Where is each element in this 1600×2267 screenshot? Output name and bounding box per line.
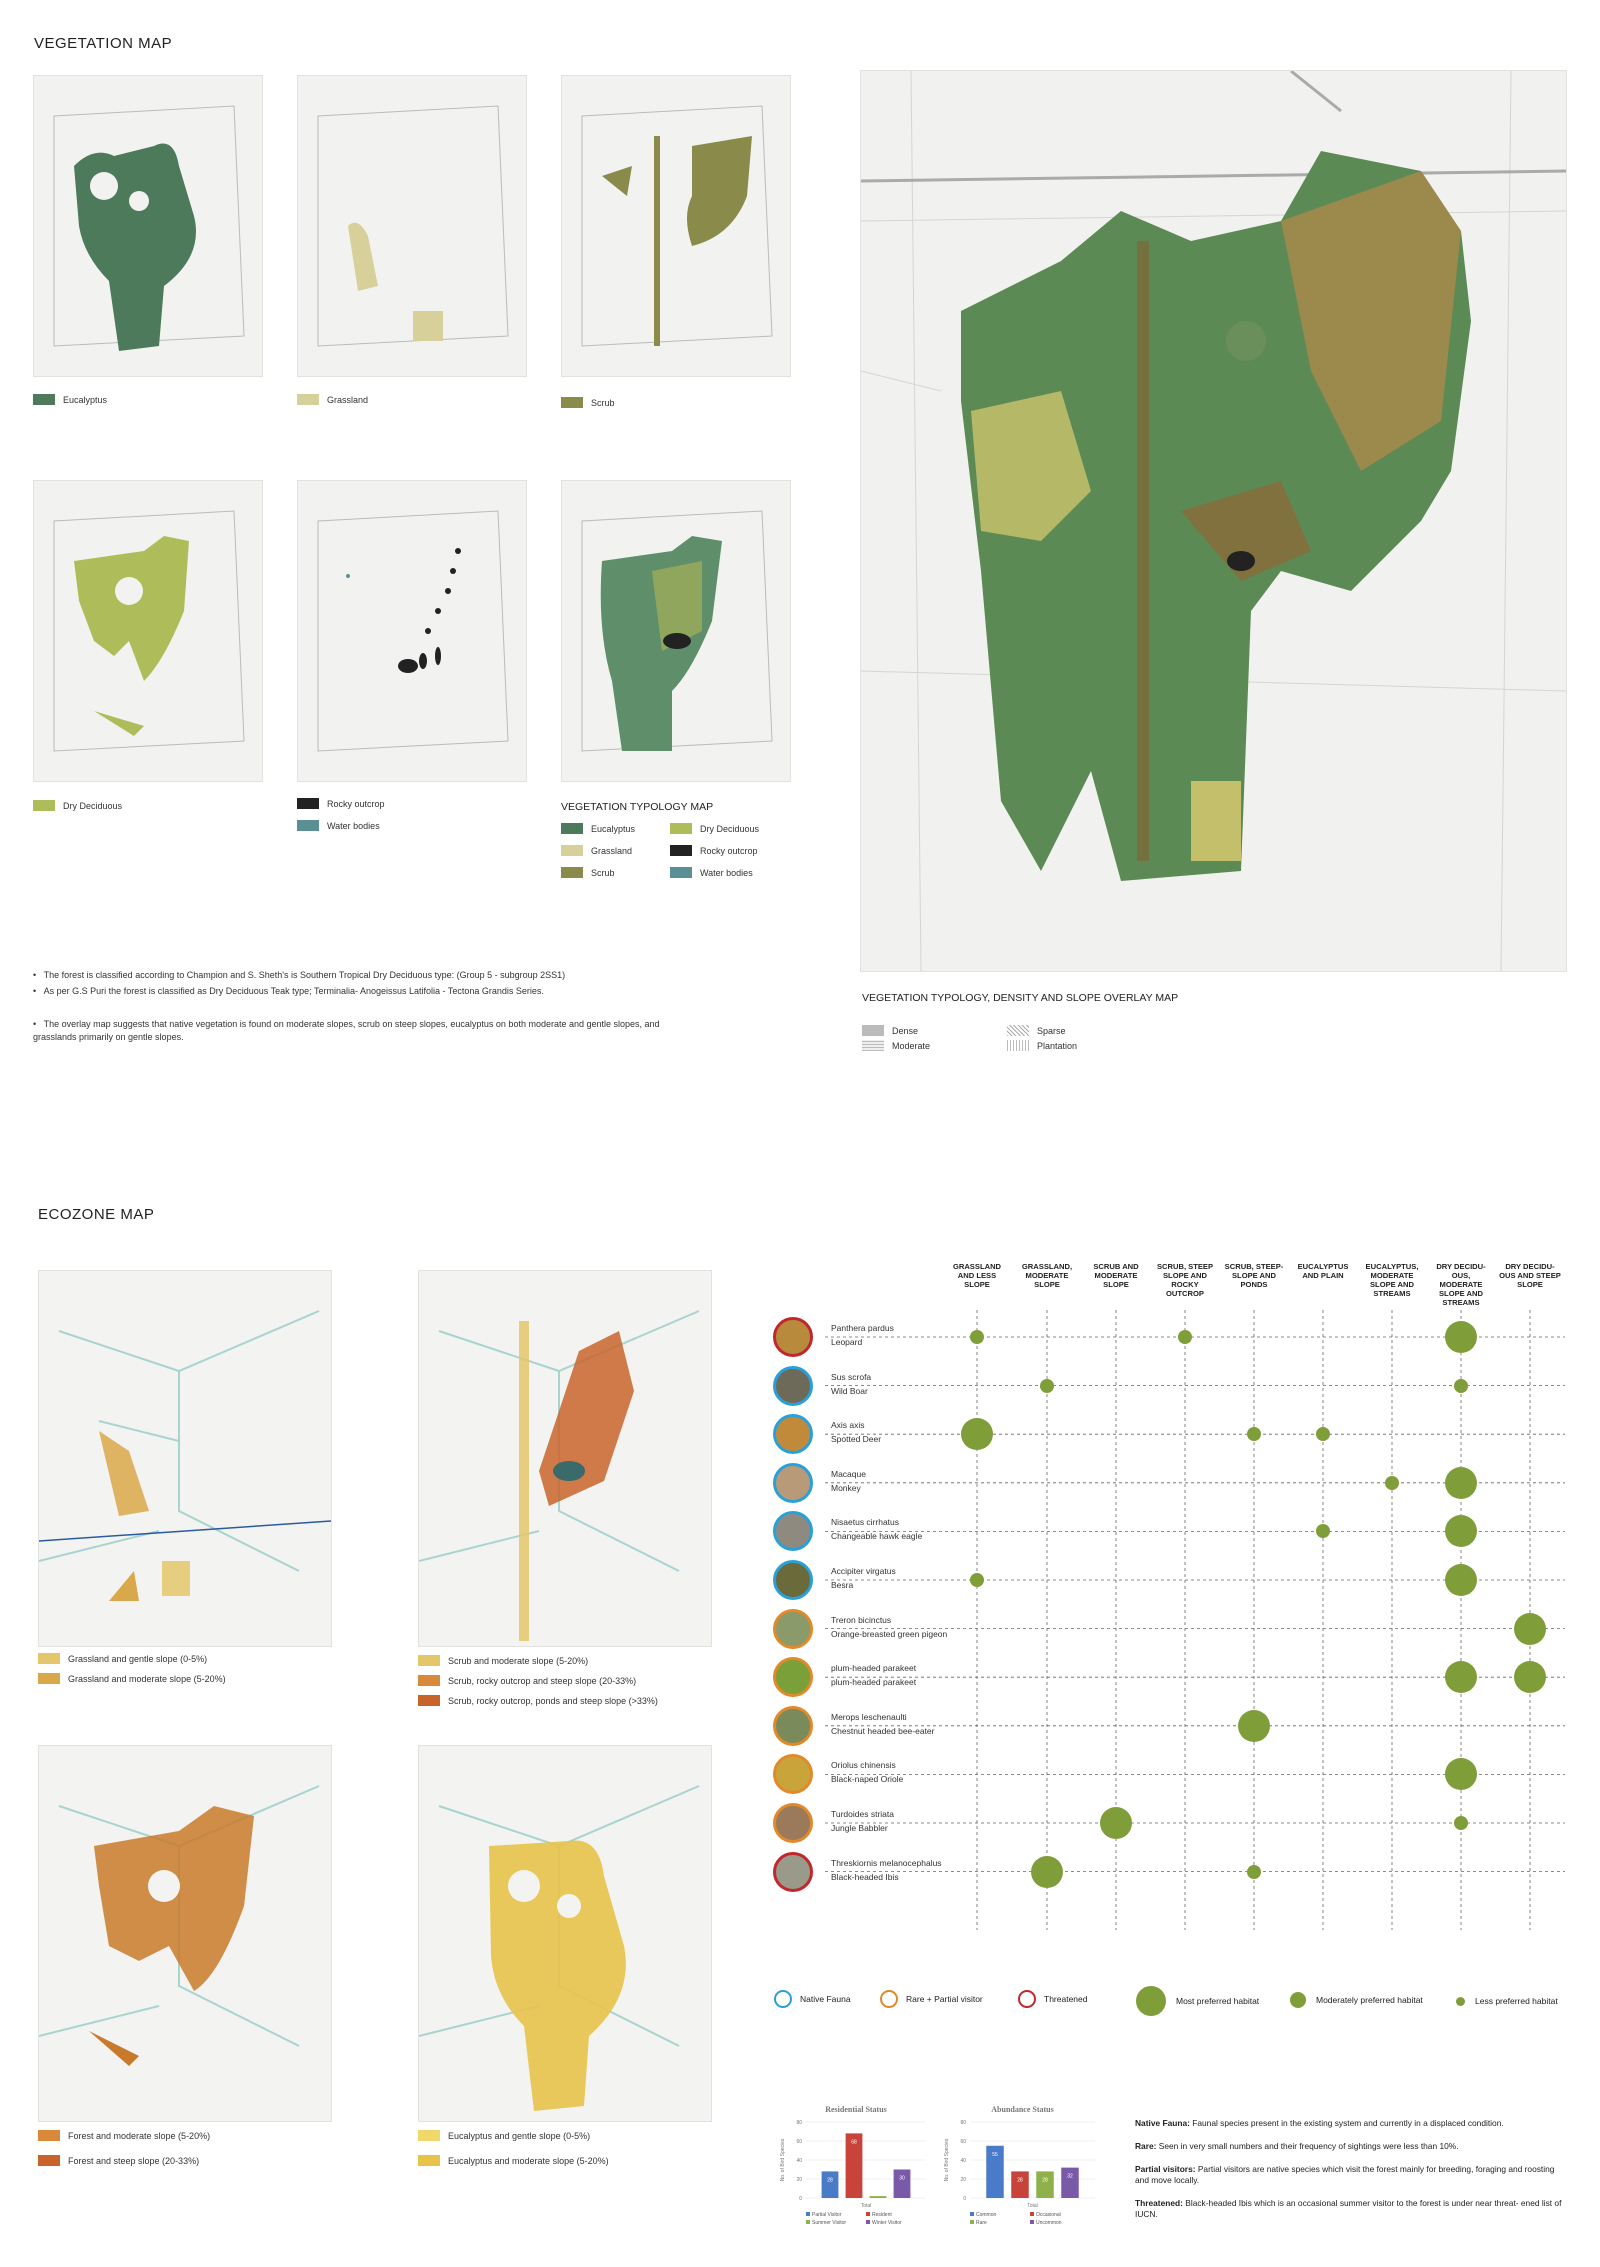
- matrix-column-header: SCRUB, STEEP SLOPE AND ROCKY OUTCROP: [1156, 1262, 1214, 1298]
- chart-tick-label: 40: [796, 2158, 802, 2164]
- ecozone-map-title: ECOZONE MAP: [38, 1206, 155, 1223]
- less-preferred-dot: [1040, 1379, 1054, 1393]
- chart-legend-label: Occasional: [1036, 2212, 1061, 2218]
- chart-legend-label: Resident: [872, 2212, 892, 2218]
- species-scientific-name: Panthera pardus: [831, 1323, 894, 1333]
- less-preferred-dot: [1385, 1476, 1399, 1490]
- chart-tick-label: 80: [796, 2120, 802, 2126]
- chart-data-label: 30: [899, 2175, 905, 2182]
- chart-legend-label: Common: [976, 2212, 997, 2218]
- veg-map-typology: [561, 480, 791, 782]
- legend-most: Most preferred habitat: [1136, 1986, 1259, 2016]
- species-common-name: Besra: [831, 1580, 854, 1590]
- less-preferred-dot: [1316, 1524, 1330, 1538]
- most-preferred-dot: [1031, 1856, 1063, 1888]
- species-name: [831, 1758, 903, 1786]
- most-preferred-dot: [1445, 1467, 1477, 1499]
- species-name: [831, 1418, 881, 1446]
- chart-title: Residential Status: [825, 2105, 887, 2114]
- chart-legend-swatch: [1030, 2212, 1034, 2216]
- species-scientific-name: Oriolus chinensis: [831, 1760, 896, 1771]
- less-preferred-dot: [1454, 1816, 1468, 1830]
- most-preferred-dot: [1514, 1613, 1546, 1645]
- species-avatar: [773, 1560, 813, 1600]
- chart-data-label: 55: [992, 2151, 998, 2158]
- chart-legend-label: Uncommon: [1036, 2220, 1062, 2226]
- density-moderate: Moderate: [862, 1040, 930, 1051]
- abundance-status-chart: [940, 2100, 1105, 2230]
- species-common-name: Black-headed Ibis: [831, 1871, 899, 1882]
- chart-legend-label: Winter Visitor: [872, 2220, 902, 2226]
- chart-bar: [822, 2171, 839, 2198]
- species-scientific-name: Sus scrofa: [831, 1371, 872, 1382]
- veg-map-dry-deciduous: [33, 480, 263, 782]
- matrix-column-header: DRY DECIDU- OUS AND STEEP SLOPE: [1499, 1262, 1561, 1289]
- chart-bar: [870, 2196, 887, 2198]
- eco-legend-scrub-rocky: Scrub, rocky outcrop and steep slope (20-33%): [418, 1675, 636, 1686]
- chart-ylabel: No. of Bird Species: [944, 2138, 950, 2182]
- species-common-name: Leopard: [831, 1337, 863, 1347]
- legend-water: Water bodies: [297, 820, 380, 831]
- chart-title: Abundance Status: [991, 2105, 1054, 2114]
- def-partial: Partial visitors: Partial visitors are native species which visit the forest mainly for breeding, foraging and roosting and move locally.: [1135, 2164, 1555, 2185]
- chart-ylabel: No. of Bird Species: [780, 2138, 786, 2182]
- matrix-column-header: EUCALYPTUS AND PLAIN: [1297, 1262, 1349, 1280]
- species-avatar: [773, 1317, 813, 1357]
- species-scientific-name: Axis axis: [831, 1420, 865, 1431]
- eco-legend-scrub-moderate: Scrub and moderate slope (5-20%): [418, 1655, 588, 1666]
- typology-eucalyptus: Eucalyptus: [561, 823, 635, 834]
- species-common-name: Chestnut headed bee-eater: [831, 1725, 935, 1736]
- chart-legend-swatch: [970, 2220, 974, 2224]
- note-1: • The forest is classified according to Champion and S. Sheth's is Southern Tropical Dry Deciduous type: (Group 5 - subgroup 2SS1): [33, 970, 566, 980]
- chart-tick-label: 60: [796, 2139, 802, 2145]
- chart-legend-swatch: [806, 2212, 810, 2216]
- eco-legend-euc-gentle: Eucalyptus and gentle slope (0-5%): [418, 2130, 590, 2141]
- matrix-column-header: GRASSLAND, MODERATE SLOPE: [1021, 1262, 1073, 1289]
- less-preferred-dot: [1316, 1427, 1330, 1441]
- species-avatar: [773, 1754, 813, 1794]
- chart-tick-label: 80: [960, 2120, 966, 2126]
- eco-map-grassland: [38, 1270, 332, 1647]
- species-avatar: [773, 1609, 813, 1649]
- legend-less: Less preferred habitat: [1456, 1996, 1558, 2006]
- chart-bar: [1061, 2168, 1079, 2198]
- species-common-name: Changeable hawk eagle: [831, 1531, 923, 1542]
- typology-water: Water bodies: [670, 867, 753, 878]
- legend-moderately: Moderately preferred habitat: [1290, 1992, 1423, 2008]
- chart-data-label: 32: [1067, 2173, 1073, 2180]
- chart-legend-label: Rare: [976, 2220, 987, 2226]
- eco-map-scrub: [418, 1270, 712, 1647]
- matrix-column-header: EUCALYPTUS, MODERATE SLOPE AND STREAMS: [1365, 1262, 1419, 1298]
- eco-legend-grass-gentle: Grassland and gentle slope (0-5%): [38, 1653, 207, 1664]
- eco-legend-forest-moderate: Forest and moderate slope (5-20%): [38, 2130, 210, 2141]
- legend-scrub: Scrub: [561, 397, 615, 408]
- species-scientific-name: plum-headed parakeet: [831, 1663, 917, 1674]
- chart-legend-swatch: [970, 2212, 974, 2216]
- most-preferred-dot: [1445, 1758, 1477, 1790]
- matrix-column-header: SCRUB, STEEP- SLOPE AND PONDS: [1224, 1262, 1284, 1289]
- most-preferred-dot: [1514, 1661, 1546, 1693]
- density-dense: Dense: [862, 1025, 918, 1036]
- species-avatar: [773, 1366, 813, 1406]
- chart-legend-label: Partial Visitor: [812, 2212, 842, 2218]
- veg-map-rocky-water: [297, 480, 527, 782]
- eco-legend-scrub-ponds: Scrub, rocky outcrop, ponds and steep slope (>33%): [418, 1695, 658, 1706]
- species-avatar: [773, 1706, 813, 1746]
- species-name: [831, 1710, 935, 1738]
- chart-tick-label: 40: [960, 2158, 966, 2164]
- chart-data-label: 28: [827, 2177, 833, 2184]
- less-preferred-dot: [970, 1573, 984, 1587]
- chart-tick-label: 0: [799, 2196, 802, 2202]
- legend-native: Native Fauna: [774, 1990, 851, 2008]
- eco-map-eucalyptus: [418, 1745, 712, 2122]
- note-3: • The overlay map suggests that native vegetation is found on moderate slopes, scrub on steep slopes, eucalyptus on both moderate and gentle slopes, and grasslands primarily on gentle slopes.: [33, 1019, 660, 1042]
- density-sparse: Sparse: [1007, 1025, 1066, 1036]
- def-threatened: Threatened: Black-headed Ibis which is an occasional summer visitor to the forest is under near threat- ened list of IUCN.: [1135, 2198, 1562, 2219]
- species-common-name: Jungle Babbler: [831, 1823, 888, 1833]
- species-avatar: [773, 1414, 813, 1454]
- species-common-name: Black-naped Oriole: [831, 1774, 904, 1785]
- species-name: [831, 1321, 894, 1349]
- overlay-map: [860, 70, 1567, 972]
- species-avatar: [773, 1511, 813, 1551]
- species-scientific-name: Merops leschenaulti: [831, 1711, 907, 1722]
- def-rare: Rare: Seen in very small numbers and their frequency of sightings were less than 10%.: [1135, 2141, 1459, 2151]
- typology-scrub: Scrub: [561, 867, 615, 878]
- legend-eucalyptus: Eucalyptus: [33, 394, 107, 405]
- less-preferred-dot: [1178, 1330, 1192, 1344]
- veg-map-scrub: [561, 75, 791, 377]
- definitions: [1135, 2118, 1565, 2220]
- chart-xlabel: Total: [860, 2203, 872, 2209]
- species-scientific-name: Treron bicinctus: [831, 1614, 892, 1625]
- species-common-name: plum-headed parakeet: [831, 1677, 917, 1688]
- chart-legend-label: Summer Visitor: [812, 2220, 847, 2226]
- species-name: [831, 1613, 947, 1641]
- chart-xlabel: Total: [1027, 2203, 1038, 2209]
- typology-grassland: Grassland: [561, 845, 632, 856]
- species-scientific-name: Turdoides striata: [831, 1809, 894, 1819]
- species-name: [831, 1564, 896, 1592]
- species-common-name: Orange-breasted green pigeon: [831, 1628, 948, 1639]
- species-name: [831, 1515, 922, 1543]
- legend-grassland: Grassland: [297, 394, 368, 405]
- species-avatar: [773, 1463, 813, 1503]
- species-scientific-name: Macaque: [831, 1468, 866, 1479]
- overlay-title: VEGETATION TYPOLOGY, DENSITY AND SLOPE OVERLAY MAP: [862, 992, 1179, 1004]
- typology-title: VEGETATION TYPOLOGY MAP: [561, 801, 714, 813]
- most-preferred-dot: [1445, 1661, 1477, 1693]
- less-preferred-dot: [970, 1330, 984, 1344]
- matrix-column-header: SCRUB AND MODERATE SLOPE: [1093, 1262, 1139, 1289]
- species-common-name: Wild Boar: [831, 1385, 868, 1396]
- chart-tick-label: 0: [963, 2196, 966, 2202]
- most-preferred-dot: [1100, 1807, 1132, 1839]
- species-scientific-name: Accipiter virgatus: [831, 1566, 896, 1576]
- species-avatar: [773, 1803, 813, 1843]
- density-plantation: Plantation: [1007, 1040, 1077, 1051]
- legend-threatened: Threatened: [1018, 1990, 1087, 2008]
- species-common-name: Spotted Deer: [831, 1434, 882, 1445]
- species-common-name: Monkey: [831, 1482, 861, 1493]
- less-preferred-dot: [1247, 1427, 1261, 1441]
- chart-tick-label: 60: [960, 2139, 966, 2145]
- chart-legend-swatch: [866, 2220, 870, 2224]
- less-preferred-dot: [1454, 1379, 1468, 1393]
- residential-status-chart: [776, 2100, 936, 2230]
- most-preferred-dot: [1445, 1564, 1477, 1596]
- species-name: [831, 1807, 894, 1835]
- chart-legend-swatch: [866, 2212, 870, 2216]
- less-preferred-dot: [1247, 1865, 1261, 1879]
- most-preferred-dot: [961, 1418, 993, 1450]
- chart-legend-swatch: [1030, 2220, 1034, 2224]
- typology-dry-deciduous: Dry Deciduous: [670, 823, 759, 834]
- most-preferred-dot: [1445, 1321, 1477, 1353]
- chart-bar: [1011, 2171, 1029, 2198]
- legend-rocky: Rocky outcrop: [297, 798, 385, 809]
- chart-data-label: 28: [1042, 2177, 1048, 2184]
- most-preferred-dot: [1238, 1710, 1270, 1742]
- species-name: [831, 1661, 916, 1689]
- chart-legend-swatch: [806, 2220, 810, 2224]
- species-name: [831, 1467, 866, 1495]
- eco-map-forest: [38, 1745, 332, 2122]
- chart-bar: [1036, 2171, 1054, 2198]
- legend-rare: Rare + Partial visitor: [880, 1990, 983, 2008]
- note-2: • As per G.S Puri the forest is classified as Dry Deciduous Teak type; Terminalia- Anogeissus Latifolia - Tectona Grandis Series.: [33, 986, 544, 996]
- matrix-column-header: DRY DECIDU- OUS, MODERATE SLOPE AND STREAMS: [1436, 1262, 1486, 1307]
- eco-legend-forest-steep: Forest and steep slope (20-33%): [38, 2155, 199, 2166]
- most-preferred-dot: [1445, 1515, 1477, 1547]
- species-scientific-name: Threskiornis melanocephalus: [831, 1857, 942, 1868]
- vegetation-map-title: VEGETATION MAP: [34, 35, 173, 52]
- eco-legend-euc-moderate: Eucalyptus and moderate slope (5-20%): [418, 2155, 609, 2166]
- species-name: [831, 1370, 871, 1398]
- chart-data-label: 2: [876, 2202, 880, 2209]
- chart-tick-label: 20: [796, 2177, 802, 2183]
- chart-bar: [894, 2170, 911, 2199]
- chart-tick-label: 20: [960, 2177, 966, 2183]
- eco-legend-grass-moderate: Grassland and moderate slope (5-20%): [38, 1673, 226, 1684]
- matrix-column-header: GRASSLAND AND LESS SLOPE: [952, 1262, 1002, 1289]
- veg-map-eucalyptus: [33, 75, 263, 377]
- species-avatar: [773, 1852, 813, 1892]
- typology-rocky: Rocky outcrop: [670, 845, 758, 856]
- species-name: [831, 1856, 942, 1884]
- legend-dry-deciduous: Dry Deciduous: [33, 800, 122, 811]
- veg-map-grassland: [297, 75, 527, 377]
- species-scientific-name: Nisaetus cirrhatus: [831, 1517, 900, 1528]
- chart-data-label: 68: [851, 2139, 857, 2146]
- chart-data-label: 28: [1017, 2177, 1023, 2184]
- species-avatar: [773, 1657, 813, 1697]
- def-native: Native Fauna: Faunal species present in the existing system and currently in a displaced condition.: [1135, 2118, 1504, 2128]
